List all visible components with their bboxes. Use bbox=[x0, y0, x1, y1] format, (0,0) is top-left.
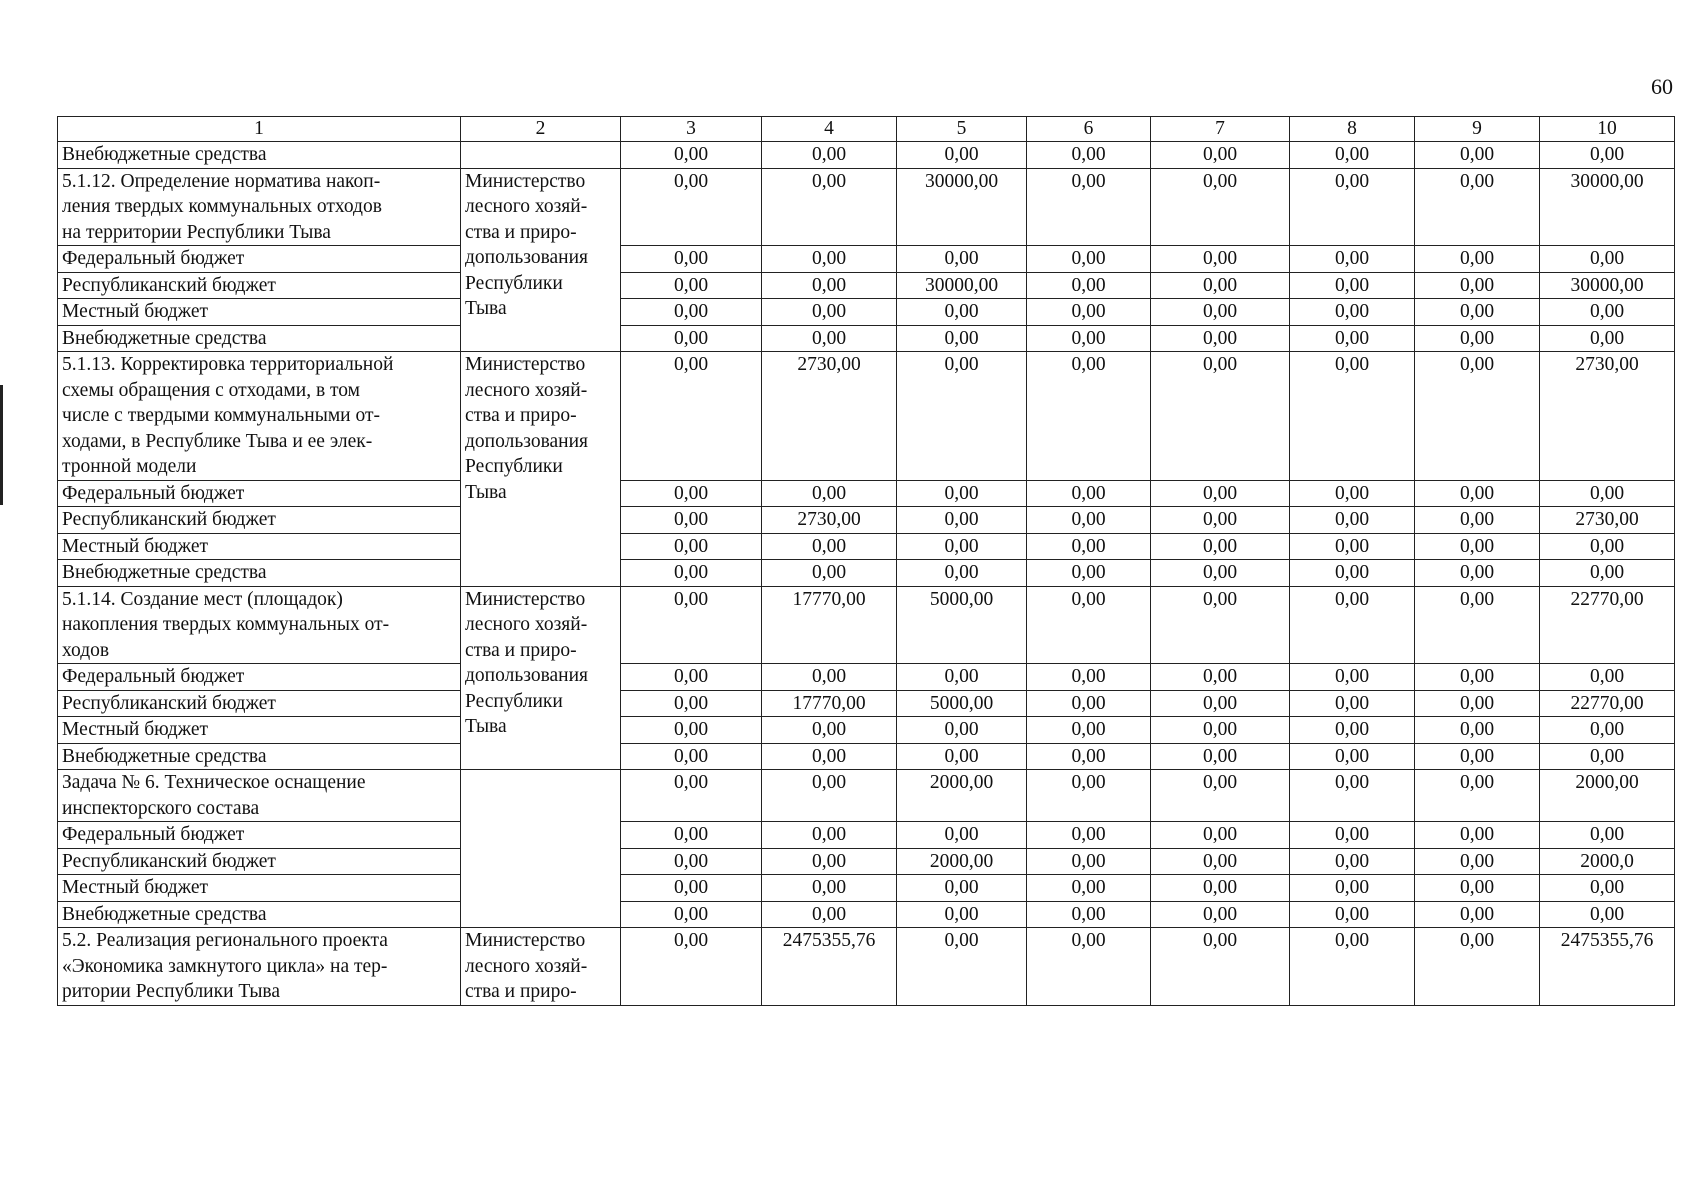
value-cell-col-5: 0,00 bbox=[897, 901, 1027, 928]
table-row bbox=[58, 299, 1675, 326]
value-cell-col-3: 0,00 bbox=[621, 272, 762, 299]
block-title-row bbox=[58, 770, 1675, 822]
value-cell-col-3: 0,00 bbox=[621, 352, 762, 481]
value-cell-col-3: 0,00 bbox=[621, 770, 762, 822]
value-cell-col-5: 0,00 bbox=[897, 560, 1027, 587]
value-cell-col-7: 0,00 bbox=[1151, 325, 1290, 352]
value-cell-col-7: 0,00 bbox=[1151, 246, 1290, 273]
value-cell-col-9: 0,00 bbox=[1415, 717, 1540, 744]
value-cell-col-6: 0,00 bbox=[1027, 770, 1151, 822]
value-cell-col-4: 2730,00 bbox=[762, 507, 897, 534]
value-cell-col-9: 0,00 bbox=[1415, 664, 1540, 691]
block-title-row bbox=[58, 352, 1675, 481]
value-cell-col-4: 0,00 bbox=[762, 717, 897, 744]
value-cell-col-8: 0,00 bbox=[1290, 848, 1415, 875]
value-cell-col-8: 0,00 bbox=[1290, 325, 1415, 352]
row-label: Федеральный бюджет bbox=[58, 822, 461, 849]
header-cell-7: 7 bbox=[1151, 117, 1290, 142]
value-cell-col-9: 0,00 bbox=[1415, 246, 1540, 273]
value-cell-col-9: 0,00 bbox=[1415, 507, 1540, 534]
row-label: Внебюджетные средства bbox=[58, 560, 461, 587]
value-cell-col-8: 0,00 bbox=[1290, 717, 1415, 744]
value-cell-col-10: 0,00 bbox=[1540, 664, 1675, 691]
value-cell-col-6: 0,00 bbox=[1027, 717, 1151, 744]
header-cell-4: 4 bbox=[762, 117, 897, 142]
executor-cell bbox=[461, 770, 621, 928]
value-cell-col-4: 0,00 bbox=[762, 480, 897, 507]
value-cell-col-4: 0,00 bbox=[762, 246, 897, 273]
value-cell-col-8: 0,00 bbox=[1290, 142, 1415, 169]
value-cell-col-10: 0,00 bbox=[1540, 743, 1675, 770]
row-label: Внебюджетные средства bbox=[58, 743, 461, 770]
value-cell-col-10: 2475355,76 bbox=[1540, 928, 1675, 1006]
value-cell-col-6: 0,00 bbox=[1027, 299, 1151, 326]
row-label: Местный бюджет bbox=[58, 717, 461, 744]
row-label: Республиканский бюджет bbox=[58, 690, 461, 717]
value-cell-col-5: 0,00 bbox=[897, 822, 1027, 849]
value-cell-col-6: 0,00 bbox=[1027, 507, 1151, 534]
value-cell-col-3: 0,00 bbox=[621, 848, 762, 875]
value-cell-col-10: 22770,00 bbox=[1540, 586, 1675, 664]
value-cell-col-3: 0,00 bbox=[621, 533, 762, 560]
value-cell-col-10: 0,00 bbox=[1540, 533, 1675, 560]
value-cell-col-8: 0,00 bbox=[1290, 875, 1415, 902]
value-cell-col-7: 0,00 bbox=[1151, 717, 1290, 744]
value-cell-col-4: 0,00 bbox=[762, 533, 897, 560]
value-cell-col-5: 0,00 bbox=[897, 352, 1027, 481]
header-cell-9: 9 bbox=[1415, 117, 1540, 142]
value-cell-col-5: 0,00 bbox=[897, 533, 1027, 560]
value-cell-col-5: 5000,00 bbox=[897, 690, 1027, 717]
value-cell-col-7: 0,00 bbox=[1151, 875, 1290, 902]
value-cell-col-5: 2000,00 bbox=[897, 770, 1027, 822]
value-cell-col-3: 0,00 bbox=[621, 586, 762, 664]
block-title-row bbox=[58, 142, 1675, 169]
value-cell-col-3: 0,00 bbox=[621, 822, 762, 849]
value-cell-col-7: 0,00 bbox=[1151, 690, 1290, 717]
row-label: Местный бюджет bbox=[58, 875, 461, 902]
table-row bbox=[58, 717, 1675, 744]
executor-cell: Министерство лесного хозяй- ства и приро- допользования Республики Тыва bbox=[461, 352, 621, 587]
value-cell-col-5: 0,00 bbox=[897, 717, 1027, 744]
row-label: 5.1.13. Корректировка территориальной схемы обращения с отходами, в том числе с твердыми коммунальными от- ходами, в Республике Тыва и ее элек- тронной модели bbox=[58, 352, 461, 481]
header-cell-10: 10 bbox=[1540, 117, 1675, 142]
value-cell-col-5: 30000,00 bbox=[897, 168, 1027, 246]
value-cell-col-9: 0,00 bbox=[1415, 533, 1540, 560]
value-cell-col-8: 0,00 bbox=[1290, 822, 1415, 849]
value-cell-col-10: 0,00 bbox=[1540, 560, 1675, 587]
executor-cell bbox=[461, 142, 621, 169]
value-cell-col-3: 0,00 bbox=[621, 480, 762, 507]
value-cell-col-7: 0,00 bbox=[1151, 352, 1290, 481]
table-row bbox=[58, 875, 1675, 902]
value-cell-col-7: 0,00 bbox=[1151, 272, 1290, 299]
value-cell-col-5: 2000,00 bbox=[897, 848, 1027, 875]
value-cell-col-4: 17770,00 bbox=[762, 690, 897, 717]
row-label: Местный бюджет bbox=[58, 299, 461, 326]
value-cell-col-8: 0,00 bbox=[1290, 928, 1415, 1006]
value-cell-col-3: 0,00 bbox=[621, 690, 762, 717]
value-cell-col-9: 0,00 bbox=[1415, 352, 1540, 481]
value-cell-col-4: 0,00 bbox=[762, 848, 897, 875]
value-cell-col-6: 0,00 bbox=[1027, 664, 1151, 691]
value-cell-col-3: 0,00 bbox=[621, 299, 762, 326]
row-label: Внебюджетные средства bbox=[58, 142, 461, 169]
table-row bbox=[58, 743, 1675, 770]
value-cell-col-6: 0,00 bbox=[1027, 272, 1151, 299]
value-cell-col-10: 0,00 bbox=[1540, 822, 1675, 849]
value-cell-col-5: 0,00 bbox=[897, 928, 1027, 1006]
value-cell-col-8: 0,00 bbox=[1290, 586, 1415, 664]
value-cell-col-3: 0,00 bbox=[621, 743, 762, 770]
table-row bbox=[58, 246, 1675, 273]
value-cell-col-4: 0,00 bbox=[762, 822, 897, 849]
value-cell-col-3: 0,00 bbox=[621, 875, 762, 902]
value-cell-col-4: 0,00 bbox=[762, 875, 897, 902]
value-cell-col-3: 0,00 bbox=[621, 664, 762, 691]
row-label: Задача № 6. Техническое оснащение инспекторского состава bbox=[58, 770, 461, 822]
value-cell-col-4: 2730,00 bbox=[762, 352, 897, 481]
value-cell-col-10: 22770,00 bbox=[1540, 690, 1675, 717]
value-cell-col-5: 5000,00 bbox=[897, 586, 1027, 664]
value-cell-col-6: 0,00 bbox=[1027, 875, 1151, 902]
value-cell-col-6: 0,00 bbox=[1027, 480, 1151, 507]
value-cell-col-9: 0,00 bbox=[1415, 848, 1540, 875]
value-cell-col-9: 0,00 bbox=[1415, 299, 1540, 326]
value-cell-col-10: 2730,00 bbox=[1540, 507, 1675, 534]
value-cell-col-8: 0,00 bbox=[1290, 533, 1415, 560]
header-cell-2: 2 bbox=[461, 117, 621, 142]
value-cell-col-3: 0,00 bbox=[621, 507, 762, 534]
table-body bbox=[58, 117, 1675, 1006]
value-cell-col-9: 0,00 bbox=[1415, 272, 1540, 299]
value-cell-col-9: 0,00 bbox=[1415, 142, 1540, 169]
value-cell-col-4: 17770,00 bbox=[762, 586, 897, 664]
value-cell-col-6: 0,00 bbox=[1027, 325, 1151, 352]
header-cell-3: 3 bbox=[621, 117, 762, 142]
value-cell-col-7: 0,00 bbox=[1151, 507, 1290, 534]
value-cell-col-8: 0,00 bbox=[1290, 352, 1415, 481]
value-cell-col-9: 0,00 bbox=[1415, 770, 1540, 822]
value-cell-col-3: 0,00 bbox=[621, 246, 762, 273]
value-cell-col-4: 0,00 bbox=[762, 168, 897, 246]
value-cell-col-9: 0,00 bbox=[1415, 480, 1540, 507]
value-cell-col-4: 0,00 bbox=[762, 325, 897, 352]
value-cell-col-6: 0,00 bbox=[1027, 533, 1151, 560]
value-cell-col-5: 0,00 bbox=[897, 142, 1027, 169]
block-title-row bbox=[58, 928, 1675, 1006]
executor-cell: Министерство лесного хозяй- ства и приро- допользования Республики Тыва bbox=[461, 168, 621, 352]
value-cell-col-10: 2000,00 bbox=[1540, 770, 1675, 822]
value-cell-col-3: 0,00 bbox=[621, 928, 762, 1006]
value-cell-col-10: 30000,00 bbox=[1540, 272, 1675, 299]
value-cell-col-8: 0,00 bbox=[1290, 664, 1415, 691]
value-cell-col-3: 0,00 bbox=[621, 142, 762, 169]
value-cell-col-3: 0,00 bbox=[621, 901, 762, 928]
value-cell-col-3: 0,00 bbox=[621, 560, 762, 587]
value-cell-col-6: 0,00 bbox=[1027, 560, 1151, 587]
value-cell-col-4: 0,00 bbox=[762, 299, 897, 326]
table-row bbox=[58, 664, 1675, 691]
header-cell-1: 1 bbox=[58, 117, 461, 142]
value-cell-col-10: 0,00 bbox=[1540, 325, 1675, 352]
budget-table bbox=[57, 116, 1675, 1006]
value-cell-col-6: 0,00 bbox=[1027, 246, 1151, 273]
row-label: Федеральный бюджет bbox=[58, 664, 461, 691]
table-row bbox=[58, 690, 1675, 717]
row-label: Внебюджетные средства bbox=[58, 325, 461, 352]
value-cell-col-8: 0,00 bbox=[1290, 770, 1415, 822]
executor-cell: Министерство лесного хозяй- ства и приро- bbox=[461, 928, 621, 1006]
value-cell-col-8: 0,00 bbox=[1290, 560, 1415, 587]
value-cell-col-7: 0,00 bbox=[1151, 142, 1290, 169]
value-cell-col-10: 2730,00 bbox=[1540, 352, 1675, 481]
value-cell-col-5: 0,00 bbox=[897, 664, 1027, 691]
value-cell-col-10: 0,00 bbox=[1540, 299, 1675, 326]
table-row bbox=[58, 325, 1675, 352]
block-title-row bbox=[58, 168, 1675, 246]
header-row bbox=[58, 117, 1675, 142]
value-cell-col-9: 0,00 bbox=[1415, 168, 1540, 246]
value-cell-col-7: 0,00 bbox=[1151, 480, 1290, 507]
row-label: Федеральный бюджет bbox=[58, 246, 461, 273]
value-cell-col-7: 0,00 bbox=[1151, 901, 1290, 928]
value-cell-col-4: 2475355,76 bbox=[762, 928, 897, 1006]
value-cell-col-4: 0,00 bbox=[762, 770, 897, 822]
value-cell-col-7: 0,00 bbox=[1151, 299, 1290, 326]
value-cell-col-10: 0,00 bbox=[1540, 717, 1675, 744]
value-cell-col-9: 0,00 bbox=[1415, 560, 1540, 587]
value-cell-col-4: 0,00 bbox=[762, 664, 897, 691]
block-title-row bbox=[58, 586, 1675, 664]
value-cell-col-9: 0,00 bbox=[1415, 901, 1540, 928]
table-row bbox=[58, 901, 1675, 928]
row-label: Местный бюджет bbox=[58, 533, 461, 560]
executor-cell: Министерство лесного хозяй- ства и приро- допользования Республики Тыва bbox=[461, 586, 621, 770]
value-cell-col-9: 0,00 bbox=[1415, 325, 1540, 352]
value-cell-col-10: 0,00 bbox=[1540, 480, 1675, 507]
value-cell-col-8: 0,00 bbox=[1290, 168, 1415, 246]
value-cell-col-5: 0,00 bbox=[897, 743, 1027, 770]
value-cell-col-8: 0,00 bbox=[1290, 480, 1415, 507]
value-cell-col-4: 0,00 bbox=[762, 142, 897, 169]
value-cell-col-9: 0,00 bbox=[1415, 586, 1540, 664]
row-label: Федеральный бюджет bbox=[58, 480, 461, 507]
value-cell-col-3: 0,00 bbox=[621, 168, 762, 246]
row-label: Республиканский бюджет bbox=[58, 848, 461, 875]
value-cell-col-6: 0,00 bbox=[1027, 822, 1151, 849]
value-cell-col-6: 0,00 bbox=[1027, 901, 1151, 928]
value-cell-col-8: 0,00 bbox=[1290, 272, 1415, 299]
table-row bbox=[58, 272, 1675, 299]
table-row bbox=[58, 848, 1675, 875]
value-cell-col-8: 0,00 bbox=[1290, 299, 1415, 326]
value-cell-col-7: 0,00 bbox=[1151, 848, 1290, 875]
value-cell-col-9: 0,00 bbox=[1415, 743, 1540, 770]
value-cell-col-5: 0,00 bbox=[897, 507, 1027, 534]
table-row bbox=[58, 560, 1675, 587]
table-row bbox=[58, 822, 1675, 849]
row-label: 5.2. Реализация регионального проекта «Экономика замкнутого цикла» на тер- ритории Республики Тыва bbox=[58, 928, 461, 1006]
value-cell-col-10: 2000,0 bbox=[1540, 848, 1675, 875]
value-cell-col-8: 0,00 bbox=[1290, 507, 1415, 534]
row-label: Внебюджетные средства bbox=[58, 901, 461, 928]
value-cell-col-6: 0,00 bbox=[1027, 168, 1151, 246]
table-row bbox=[58, 507, 1675, 534]
value-cell-col-6: 0,00 bbox=[1027, 690, 1151, 717]
header-cell-8: 8 bbox=[1290, 117, 1415, 142]
value-cell-col-6: 0,00 bbox=[1027, 142, 1151, 169]
value-cell-col-5: 0,00 bbox=[897, 480, 1027, 507]
margin-mark bbox=[0, 385, 3, 505]
page-number: 60 bbox=[1651, 74, 1673, 99]
row-label: 5.1.14. Создание мест (площадок) накопления твердых коммунальных от- ходов bbox=[58, 586, 461, 664]
value-cell-col-5: 0,00 bbox=[897, 299, 1027, 326]
value-cell-col-6: 0,00 bbox=[1027, 743, 1151, 770]
value-cell-col-7: 0,00 bbox=[1151, 664, 1290, 691]
value-cell-col-3: 0,00 bbox=[621, 325, 762, 352]
value-cell-col-7: 0,00 bbox=[1151, 822, 1290, 849]
value-cell-col-6: 0,00 bbox=[1027, 352, 1151, 481]
value-cell-col-10: 0,00 bbox=[1540, 246, 1675, 273]
value-cell-col-9: 0,00 bbox=[1415, 690, 1540, 717]
value-cell-col-7: 0,00 bbox=[1151, 928, 1290, 1006]
value-cell-col-8: 0,00 bbox=[1290, 901, 1415, 928]
row-label: Республиканский бюджет bbox=[58, 272, 461, 299]
value-cell-col-6: 0,00 bbox=[1027, 586, 1151, 664]
row-label: 5.1.12. Определение норматива накоп- ления твердых коммунальных отходов на территории Республики Тыва bbox=[58, 168, 461, 246]
value-cell-col-4: 0,00 bbox=[762, 272, 897, 299]
value-cell-col-7: 0,00 bbox=[1151, 743, 1290, 770]
header-cell-6: 6 bbox=[1027, 117, 1151, 142]
header-cell-5: 5 bbox=[897, 117, 1027, 142]
value-cell-col-8: 0,00 bbox=[1290, 690, 1415, 717]
table-row bbox=[58, 533, 1675, 560]
value-cell-col-9: 0,00 bbox=[1415, 928, 1540, 1006]
value-cell-col-8: 0,00 bbox=[1290, 743, 1415, 770]
value-cell-col-9: 0,00 bbox=[1415, 822, 1540, 849]
value-cell-col-3: 0,00 bbox=[621, 717, 762, 744]
value-cell-col-5: 30000,00 bbox=[897, 272, 1027, 299]
value-cell-col-7: 0,00 bbox=[1151, 560, 1290, 587]
value-cell-col-9: 0,00 bbox=[1415, 875, 1540, 902]
row-label: Республиканский бюджет bbox=[58, 507, 461, 534]
value-cell-col-4: 0,00 bbox=[762, 901, 897, 928]
value-cell-col-4: 0,00 bbox=[762, 743, 897, 770]
value-cell-col-7: 0,00 bbox=[1151, 770, 1290, 822]
value-cell-col-5: 0,00 bbox=[897, 325, 1027, 352]
value-cell-col-7: 0,00 bbox=[1151, 586, 1290, 664]
table-row bbox=[58, 480, 1675, 507]
value-cell-col-7: 0,00 bbox=[1151, 168, 1290, 246]
value-cell-col-5: 0,00 bbox=[897, 875, 1027, 902]
value-cell-col-7: 0,00 bbox=[1151, 533, 1290, 560]
value-cell-col-10: 0,00 bbox=[1540, 901, 1675, 928]
value-cell-col-8: 0,00 bbox=[1290, 246, 1415, 273]
value-cell-col-6: 0,00 bbox=[1027, 928, 1151, 1006]
value-cell-col-4: 0,00 bbox=[762, 560, 897, 587]
value-cell-col-6: 0,00 bbox=[1027, 848, 1151, 875]
value-cell-col-10: 30000,00 bbox=[1540, 168, 1675, 246]
value-cell-col-5: 0,00 bbox=[897, 246, 1027, 273]
value-cell-col-10: 0,00 bbox=[1540, 875, 1675, 902]
value-cell-col-10: 0,00 bbox=[1540, 142, 1675, 169]
